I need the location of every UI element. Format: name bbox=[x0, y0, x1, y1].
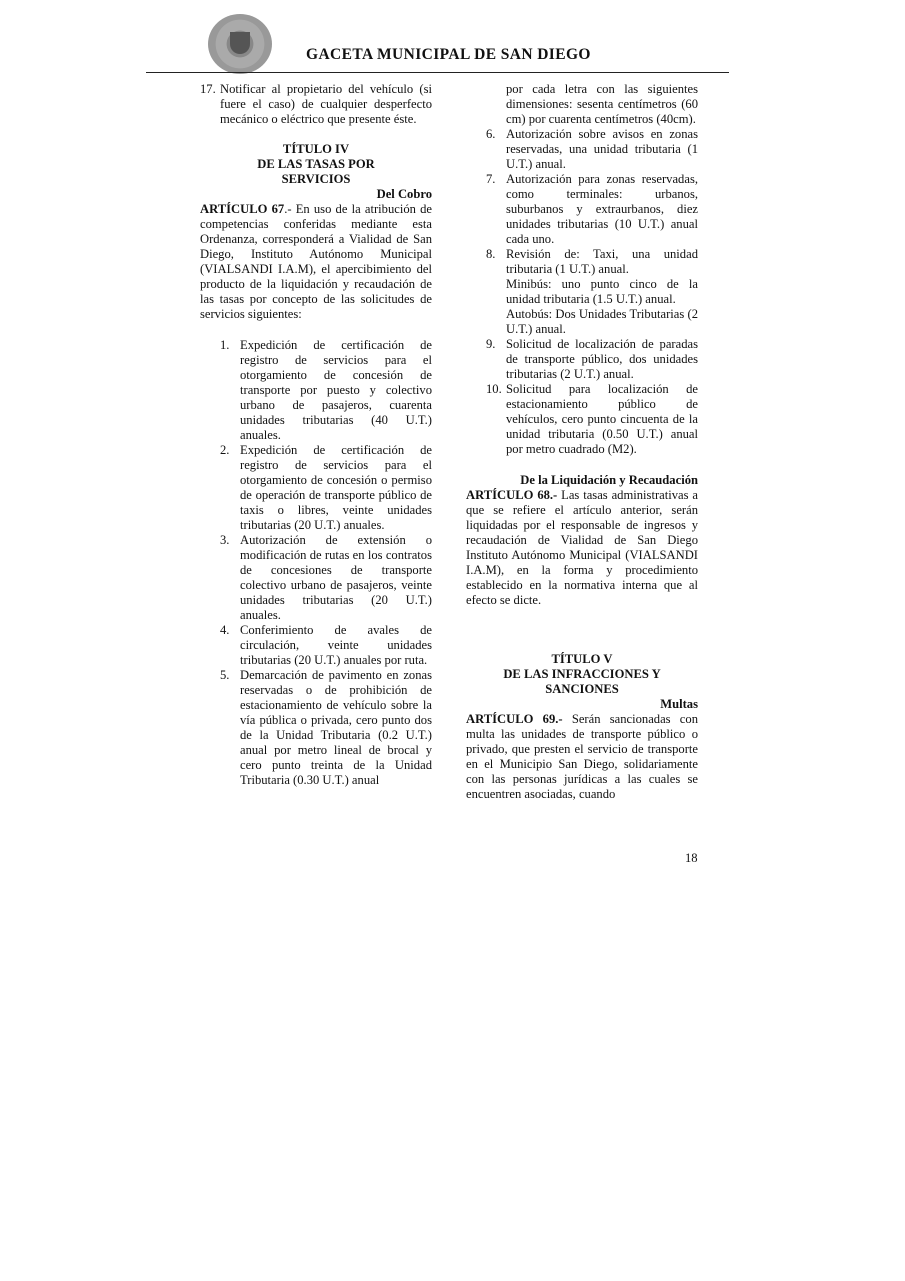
municipal-seal-logo bbox=[208, 14, 272, 74]
article-label: ARTÍCULO 69.- bbox=[466, 712, 563, 726]
list-item bbox=[200, 443, 432, 533]
item-text: Autorización de extensión o modificación de rutas en los contratos de concesiones de transporte colectivo urbano de pasajeros, veinte unidades tributarias (20 U.T.) anuales. bbox=[240, 533, 432, 622]
list-item bbox=[200, 668, 432, 788]
item-number: 9. bbox=[486, 337, 496, 351]
item-number: 5. bbox=[220, 668, 230, 682]
item-text: Solicitud de localización de paradas de transporte público, dos unidades tributarias (2 U.T.) anual. bbox=[506, 337, 698, 381]
left-column bbox=[200, 82, 432, 788]
item-text: Revisión de: Taxi, una unidad tributaria (1 U.T.) anual. bbox=[506, 247, 698, 276]
list-item bbox=[466, 172, 698, 247]
fee-list bbox=[466, 127, 698, 457]
item-number: 2. bbox=[220, 443, 230, 457]
item-text: Autorización para zonas reservadas, como terminales: urbanos, suburbanos y extraurbanos, diez unidades tributarias (10 U.T.) anual cada uno. bbox=[506, 172, 698, 246]
item-number: 10. bbox=[486, 382, 502, 396]
item-number: 17. bbox=[200, 82, 216, 96]
fee-list bbox=[200, 338, 432, 788]
section-subtitle: SANCIONES bbox=[545, 682, 619, 696]
article-69 bbox=[466, 712, 698, 802]
item-extra: Autobús: Dos Unidades Tributarias (2 U.T.) anual. bbox=[506, 307, 698, 336]
right-column bbox=[466, 82, 698, 802]
article-68 bbox=[466, 488, 698, 608]
subheading: Del Cobro bbox=[376, 187, 432, 201]
section-title: TÍTULO IV bbox=[282, 142, 350, 156]
section-subtitle: DE LAS TASAS POR bbox=[257, 157, 375, 171]
header-divider bbox=[146, 72, 729, 73]
list-item bbox=[200, 82, 432, 127]
list-item bbox=[466, 247, 698, 337]
list-item bbox=[466, 337, 698, 382]
item-number: 4. bbox=[220, 623, 230, 637]
article-text: .- En uso de la atribución de competencias conferidas mediante esta Ordenanza, corresponderá a Vialidad de San Diego, Instituto Autónomo Municipal (VIALSANDI I.A.M), el apercibimiento del producto de la liquidación y recaudación de las tasas por concepto de las solicitudes de servicios siguientes: bbox=[200, 202, 432, 321]
list-item bbox=[200, 623, 432, 668]
item-text: Notificar al propietario del vehículo (si fuere el caso) de cualquier desperfecto mecánico o eléctrico que presente éste. bbox=[220, 82, 432, 126]
subheading: De la Liquidación y Recaudación bbox=[520, 473, 698, 487]
section-subtitle: SERVICIOS bbox=[281, 172, 351, 186]
item-number: 6. bbox=[486, 127, 496, 141]
article-text: Serán sancionadas con multa las unidades de transporte público o privado, que presten el servicio de transporte en el Municipio San Diego, solidariamente con las personas jurídicas a las cuales se encuentren asociadas, cuando bbox=[466, 712, 698, 801]
item-text: Demarcación de pavimento en zonas reservadas o de prohibición de estacionamiento de vehículo sobre la vía pública o privada, cero punto dos de la Unidad Tributaria (0.2 U.T.) anual por metro lineal de brocal y cero punto treinta de la Unidad Tributaria (0.30 U.T.) anual bbox=[240, 668, 432, 787]
list-item bbox=[200, 338, 432, 443]
item-number: 3. bbox=[220, 533, 230, 547]
section-subtitle: DE LAS INFRACCIONES Y bbox=[503, 667, 661, 681]
article-67 bbox=[200, 202, 432, 322]
article-label: ARTÍCULO 68.- bbox=[466, 488, 558, 502]
list-item bbox=[200, 533, 432, 623]
item-text: Autorización sobre avisos en zonas reservadas, una unidad tributaria (1 U.T.) anual. bbox=[506, 127, 698, 171]
list-item bbox=[466, 127, 698, 172]
item-number: 8. bbox=[486, 247, 496, 261]
item-extra: Minibús: uno punto cinco de la unidad tributaria (1.5 U.T.) anual. bbox=[506, 277, 698, 306]
item-text: Expedición de certificación de registro de servicios para el otorgamiento de concesión de transporte por puesto y colectivo urbano de pasajeros, cuarenta unidades tributarias (40 U.T.) anuales. bbox=[240, 338, 432, 442]
subheading: Multas bbox=[660, 697, 698, 711]
item-continuation: por cada letra con las siguientes dimensiones: sesenta centímetros (60 cm) por cuarenta centímetros (40cm). bbox=[506, 82, 698, 126]
item-number: 1. bbox=[220, 338, 230, 352]
item-text: Conferimiento de avales de circulación, veinte unidades tributarias (20 U.T.) anuales por ruta. bbox=[240, 623, 432, 667]
section-title: TÍTULO V bbox=[551, 652, 613, 666]
item-number: 7. bbox=[486, 172, 496, 186]
item-text: Solicitud para localización de estacionamiento público de vehículos, cero punto cincuenta de la unidad tributaria (0.50 U.T.) anual por metro cuadrado (M2). bbox=[506, 382, 698, 456]
list-item bbox=[466, 382, 698, 457]
article-text: Las tasas administrativas a que se refiere el artículo anterior, serán liquidadas por el responsable de ingresos y recaudación de Vialidad de San Diego Instituto Autónomo Municipal (VIALSANDI I.A.M), en la forma y procedimiento establecido en la normativa interna que al efecto se dicte. bbox=[466, 488, 698, 607]
item-text: Expedición de certificación de registro de servicios para el otorgamiento de concesión o permiso de operación de transporte público de taxis o libres, veinte unidades tributarias (20 U.T.) anuales. bbox=[240, 443, 432, 532]
gazette-title: GACETA MUNICIPAL DE SAN DIEGO bbox=[306, 46, 591, 63]
article-label: ARTÍCULO 67 bbox=[200, 202, 285, 216]
page-number: 18 bbox=[685, 851, 698, 865]
